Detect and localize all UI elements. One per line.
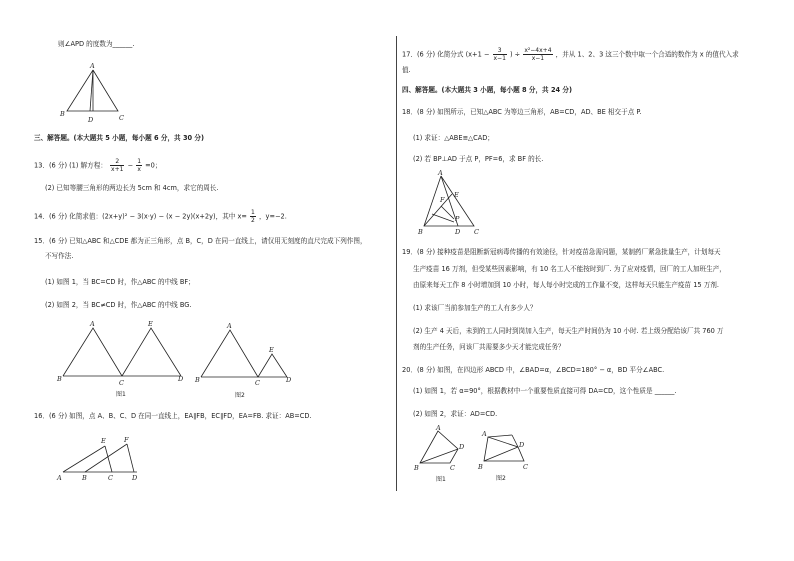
q13-fraction-2: $\frac{1}{x}$ (137, 158, 142, 173)
q18-part-2: (2) 若 BP⊥AD 于点 P，PF=6，求 BF 的长. (413, 155, 544, 163)
q19-text-b: 生产疫苗 16 万剂，但受某些因素影响，有 10 名工人不能按时到厂. 为了应对疫情，回厂的工人加班生产， (413, 265, 726, 273)
label-A: A (90, 62, 95, 70)
q15-figure-2 (195, 318, 295, 400)
svg-text:F: F (124, 436, 129, 444)
q13-equation: 13．(6 分) (1) 解方程： $\frac{2}{x+1}$ − $\frac{1}{x}$ =0； (34, 158, 162, 173)
svg-text:D: D (132, 474, 138, 482)
label-C: C (119, 114, 124, 122)
q19-part-2a: (2) 生产 4 天后，未到的工人同时到岗加入生产，每天生产时间仍为 10 小时. 若上级分配给该厂共 760 万 (413, 327, 724, 335)
svg-text:C: C (119, 379, 124, 387)
svg-text:C: C (255, 379, 260, 387)
q15-text-b: 不写作法. (45, 252, 74, 260)
q18-text: 18．(8 分) 如图所示，已知△ABC 为等边三角形，AB=CD，AD、BE 相交于点 P. (402, 108, 642, 116)
svg-text:B: B (418, 228, 423, 236)
svg-text:A: A (227, 322, 232, 330)
svg-text:A: A (436, 424, 441, 432)
svg-text:B: B (195, 376, 200, 384)
q16-text: 16．(6 分) 如图，点 A、B、C、D 在同一直线上，EA∥FB，EC∥FD，EA=FB. 求证：AB=CD. (34, 412, 312, 420)
label-D: D (88, 116, 94, 124)
svg-text:C: C (523, 463, 528, 471)
q17-fraction-2: $\frac{\text{x²−4x+4}}{x-1}$ (524, 47, 552, 62)
q20-text: 20．(8 分) 如图，在四边形 ABCD 中，∠BAD=α，∠BCD=180° − α，BD 平分∠ABC. (402, 366, 665, 374)
svg-text:B: B (57, 375, 62, 383)
svg-text:E: E (101, 437, 106, 445)
q15-part-1: (1) 如图 1，当 BC=CD 时，作△ABC 的中线 BF； (45, 278, 195, 286)
q14-text: 14．(6 分) 化简求值：(2x+y)² − 3(x·y) − (x − 2y)(x+2y)，其中 x= $\frac{1}{2}$ ，y=−2. (34, 209, 287, 224)
q17-text: 17．(6 分) 化简分式 (x+1 − $\frac{3}{x-1}$ ) ÷ $\frac{\text{x²−4x+4}}{x-1}$ ，并从 1、2、3 这三个数中取一个合适的数作为 x 的值代入求 (402, 47, 739, 62)
q20-figure-1 (412, 425, 472, 485)
q18-figure (418, 170, 483, 238)
fig2-caption: 图2 (235, 392, 245, 399)
svg-text:F: F (440, 196, 445, 204)
svg-text:B: B (82, 474, 87, 482)
section-4-heading: 四、解答题。(本大题共 3 小题，每小题 8 分，共 24 分) (402, 86, 573, 94)
q19-text-a: 19．(8 分) 接种疫苗是阻断新冠病毒传播的有效途径，针对疫苗急需问题，某制药厂紧急批量生产，计划每天 (402, 248, 721, 256)
q20-part-2: (2) 如图 2，求证：AD=CD. (413, 410, 498, 418)
svg-text:D: D (519, 441, 525, 449)
svg-text:B: B (478, 463, 483, 471)
svg-text:A: A (57, 474, 62, 482)
svg-text:E: E (454, 191, 459, 199)
svg-text:D: D (286, 376, 292, 384)
q20-fig1-caption: 图1 (436, 476, 446, 483)
q17-fraction-1: $\frac{3}{x-1}$ (493, 47, 506, 62)
q13-part-2: (2) 已知等腰三角形的两边长为 5cm 和 4cm，求它的周长. (45, 184, 219, 192)
svg-text:D: D (178, 375, 184, 383)
q16-figure (55, 435, 145, 485)
q20-figure-2 (478, 425, 538, 485)
q15-part-2: (2) 如图 2，当 BC≠CD 时，作△ABC 的中线 BG. (45, 301, 192, 309)
q13-fraction-1: $\frac{2}{x+1}$ (111, 158, 124, 173)
q17-text-b: 值. (402, 66, 411, 74)
q15-text-a: 15．(6 分) 已知△ABC 和△CDE 都为正三角形，点 B，C，D 在同一直线上，请仅用无刻度的直尺完成下列作图， (34, 237, 367, 245)
column-divider (396, 36, 397, 491)
q18-part-1: (1) 求证：△ABE≌△CAD； (413, 134, 494, 142)
q15-figure-1 (55, 318, 195, 400)
svg-text:E: E (148, 320, 153, 328)
svg-text:A: A (438, 169, 443, 177)
section-3-heading: 三、解答题。(本大题共 5 小题，每小题 6 分，共 30 分) (34, 134, 205, 142)
q20-fig2-caption: 图2 (496, 475, 506, 482)
svg-text:P: P (455, 215, 460, 223)
svg-text:A: A (90, 320, 95, 328)
svg-text:D: D (459, 443, 465, 451)
q19-part-1: (1) 求该厂当前参加生产的工人有多少人？ (413, 304, 537, 312)
apd-question: 则∠APD 的度数为______. (58, 40, 135, 48)
svg-text:E: E (269, 346, 274, 354)
fig1-caption: 图1 (116, 391, 126, 398)
q14-fraction: $\frac{1}{2}$ (251, 209, 255, 224)
q20-part-1: (1) 如图 1，若 α=90°，根据教材中一个重要性质直接可得 DA=CD，这个性质是 ______. (413, 387, 677, 395)
svg-text:D: D (455, 228, 461, 236)
q19-text-c: 由原来每天工作 8 小时增加到 10 小时，每人每小时完成的工作量不变，这样每天只能生产疫苗 15 万剂. (413, 281, 719, 289)
svg-text:B: B (414, 464, 419, 472)
svg-text:C: C (474, 228, 479, 236)
svg-text:C: C (108, 474, 113, 482)
q19-part-2b: 剂的生产任务，问该厂共需要多少天才能完成任务？ (413, 343, 565, 351)
label-B: B (60, 110, 65, 118)
isosceles-triangle-figure (55, 60, 135, 125)
svg-text:A: A (482, 430, 487, 438)
svg-text:C: C (450, 464, 455, 472)
